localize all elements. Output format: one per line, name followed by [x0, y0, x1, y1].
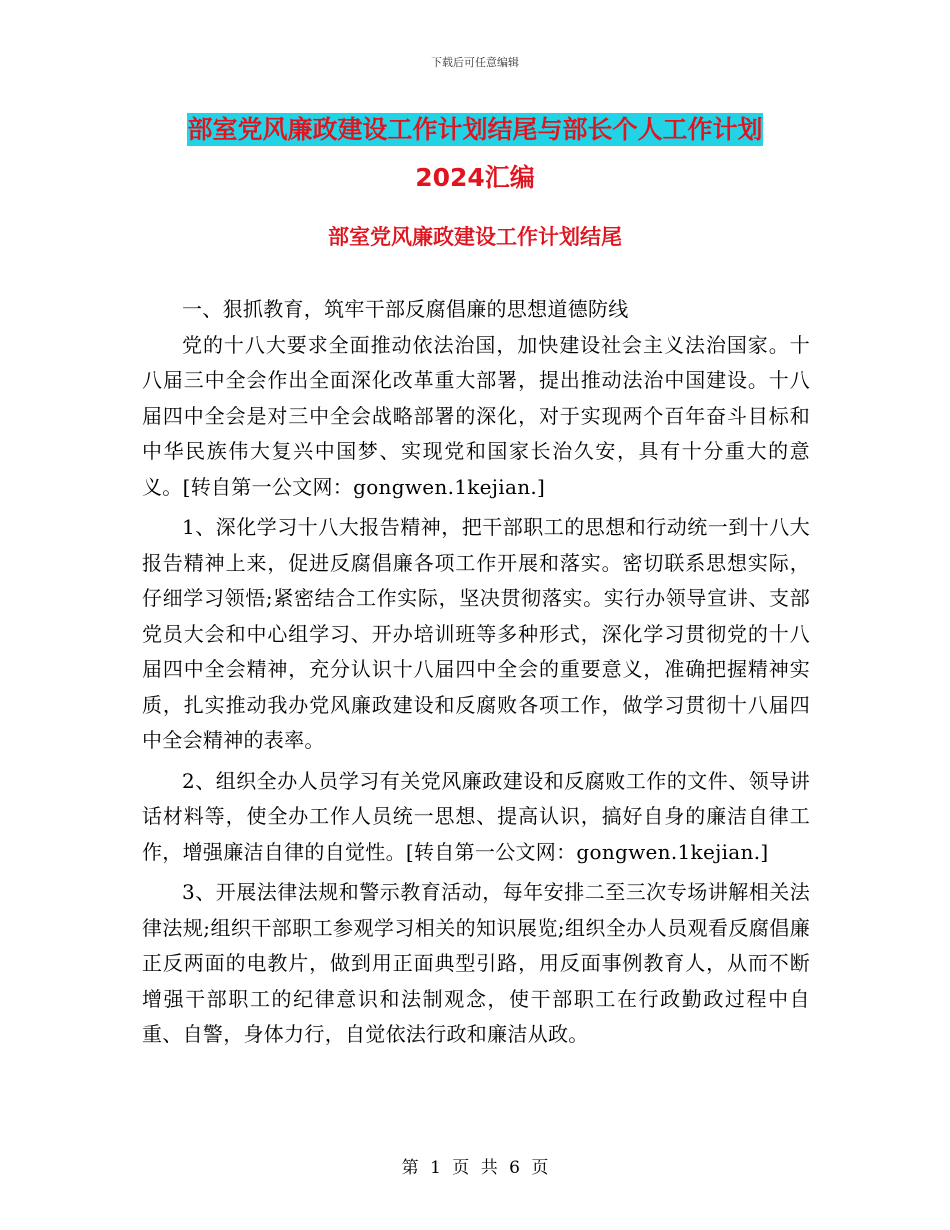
document-title — [140, 106, 810, 202]
paragraph-heading-1: 一、狠抓教育，筑牢干部反腐倡廉的思想道德防线 — [182, 297, 629, 321]
section-heading: 部室党风廉政建设工作计划结尾 — [328, 225, 622, 249]
header-note: 下载后可任意编辑 — [431, 56, 519, 69]
title-line-2: 2024汇编 — [415, 163, 535, 192]
title-line-1: 部室党风廉政建设工作计划结尾与部长个人工作计划 — [187, 115, 763, 144]
paragraph-item-3: 3、开展法律法规和警示教育活动，每年安排二至三次专场讲解相关法律法规;组织干部职工参观学习相关的知识展览;组织全办人员观看反腐倡廉正反两面的电教片，做到用正面典型引路，用反面事例教育人，从而不断增强干部职工的纪律意识和法制观念，使干部职工在行政勤政过程中自重、自警，身体力行，自觉依法行政和廉洁从政。 — [142, 880, 810, 1046]
paragraph-item-2: 2、组织全办人员学习有关党风廉政建设和反腐败工作的文件、领导讲话材料等，使全办工作人员统一思想、提高认识，搞好自身的廉洁自律工作，增强廉洁自律的自觉性。[转自第一公文网：gongwen.1kejian.] — [142, 768, 810, 864]
paragraph-item-1: 1、深化学习十八大报告精神，把干部职工的思想和行动统一到十八大报告精神上来，促进反腐倡廉各项工作开展和落实。密切联系思想实际，仔细学习领悟;紧密结合工作实际，坚决贯彻落实。实行办领导宣讲、支部党员大会和中心组学习、开办培训班等多种形式，深化学习贯彻党的十八届四中全会精神，充分认识十八届四中全会的重要意义，准确把握精神实质，扎实推动我办党风廉政建设和反腐败各项工作，做学习贯彻十八届四中全会精神的表率。 — [142, 515, 810, 752]
paragraph-intro: 党的十八大要求全面推动依法治国，加快建设社会主义法治国家。十八届三中全会作出全面深化改革重大部署，提出推动法治中国建设。十八届四中全会是对三中全会战略部署的深化，对于实现两个百年奋斗目标和中华民族伟大复兴中国梦、实现党和国家长治久安，具有十分重大的意义。[转自第一公文网：gongwen.1kejian.] — [142, 332, 810, 499]
page-number: 第 1 页 共 6 页 — [401, 1158, 549, 1178]
body-text — [142, 292, 810, 1053]
